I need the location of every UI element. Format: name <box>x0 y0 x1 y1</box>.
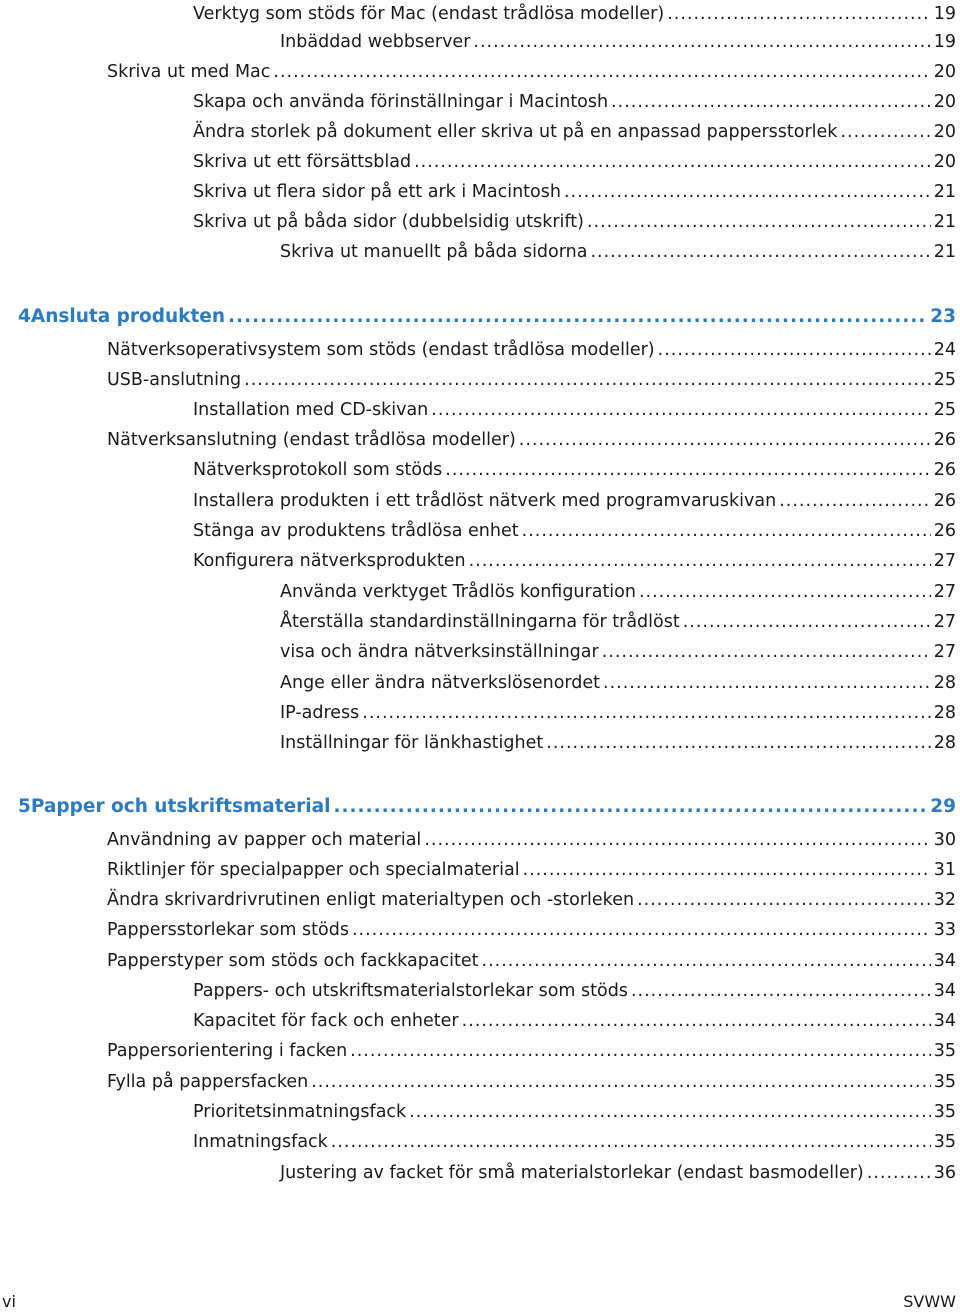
toc-entry <box>107 1037 956 1065</box>
dot-leader <box>587 208 931 236</box>
toc-entry <box>107 947 956 975</box>
dot-leader <box>523 856 931 884</box>
toc-entry <box>193 178 956 206</box>
dot-leader <box>867 1159 931 1187</box>
toc-entry-title: Återställa standardinställningarna för trådlöst <box>280 612 680 632</box>
dot-leader <box>473 28 930 56</box>
toc-page-number: 30 <box>933 830 956 850</box>
toc-page-number: 28 <box>933 703 956 723</box>
toc-entry <box>107 886 956 914</box>
toc-entry-title: Pappersorientering i facken <box>107 1041 348 1061</box>
toc-entry-title: Nätverksanslutning (endast trådlösa modeller) <box>107 430 516 450</box>
toc-entry <box>107 856 956 884</box>
toc-page-number: 28 <box>933 673 956 693</box>
toc-entry-title: Ange eller ändra nätverkslösenordet <box>280 673 601 693</box>
toc-entry-title: Skapa och använda förinställningar i Macintosh <box>193 92 609 112</box>
toc-entry-title: Kapacitet för fack och enheter <box>193 1011 459 1031</box>
chapter-number: 5 <box>18 796 31 817</box>
toc-entry <box>107 366 956 394</box>
toc-page-number: 26 <box>933 460 956 480</box>
toc-entry-title: Skriva ut med Mac <box>107 62 271 82</box>
toc-page-number: 20 <box>933 92 956 112</box>
toc-page-number: 36 <box>933 1163 956 1183</box>
dot-leader <box>352 916 931 944</box>
toc-entry <box>107 826 956 854</box>
dot-leader <box>611 88 931 116</box>
dot-leader <box>424 826 930 854</box>
toc-page-number: 27 <box>933 612 956 632</box>
toc-entry <box>107 336 956 364</box>
toc-entry <box>107 58 956 86</box>
toc-page-number: 25 <box>933 370 956 390</box>
dot-leader <box>522 517 931 545</box>
dot-leader <box>414 148 931 176</box>
dot-leader <box>779 487 931 515</box>
toc-entry-title: Skriva ut ett försättsblad <box>193 152 412 172</box>
toc-entry-title: Papper och utskriftsmaterial <box>30 796 331 817</box>
toc-page-number: 21 <box>933 212 956 232</box>
toc-chapter-heading <box>18 793 956 821</box>
dot-leader <box>639 578 931 606</box>
dot-leader <box>431 396 930 424</box>
toc-page-number: 35 <box>933 1132 956 1152</box>
dot-leader <box>519 426 931 454</box>
dot-leader <box>840 118 930 146</box>
dot-leader <box>482 947 931 975</box>
toc-page-number: 20 <box>933 122 956 142</box>
dot-leader <box>331 1128 931 1156</box>
toc-entry-title: Installera produkten i ett trådlöst nätverk med programvaruskivan <box>193 491 777 511</box>
toc-page-number: 20 <box>933 62 956 82</box>
toc-entry-title: Skriva ut på båda sidor (dubbelsidig utskrift) <box>193 212 584 232</box>
toc-entry <box>193 396 956 424</box>
toc-entry-title: IP-adress <box>280 703 360 723</box>
toc-page-number: 21 <box>933 182 956 202</box>
toc-page-number: 35 <box>933 1102 956 1122</box>
toc-page-number: 29 <box>930 796 956 817</box>
toc-entry-title: Nätverksoperativsystem som stöds (endast trådlösa modeller) <box>107 340 655 360</box>
toc-page-number: 26 <box>933 491 956 511</box>
toc-entry-title: Använda verktyget Trådlös konfiguration <box>280 582 636 602</box>
toc-entry <box>280 699 956 727</box>
dot-leader <box>409 1098 931 1126</box>
toc-page-number: 25 <box>933 400 956 420</box>
toc-entry <box>280 1159 956 1187</box>
toc-page-number: 24 <box>933 340 956 360</box>
dot-leader <box>667 0 931 28</box>
toc-entry-title: Stänga av produktens trådlösa enhet <box>193 521 519 541</box>
toc-entry-title: Skriva ut manuellt på båda sidorna <box>280 242 588 262</box>
toc-page-number: 27 <box>933 551 956 571</box>
dot-leader <box>637 886 931 914</box>
toc-entry-title: Användning av papper och material <box>107 830 422 850</box>
toc-entry <box>280 669 956 697</box>
toc-entry <box>193 1098 956 1126</box>
toc-entry <box>193 88 956 116</box>
chapter-number: 4 <box>18 306 31 327</box>
toc-page-number: 23 <box>930 306 956 327</box>
toc-entry <box>193 1007 956 1035</box>
toc-entry-title: Installation med CD-skivan <box>193 400 429 420</box>
toc-entry <box>280 28 956 56</box>
toc-entry-title: USB-anslutning <box>107 370 242 390</box>
toc-entry <box>193 487 956 515</box>
toc-entry <box>280 638 956 666</box>
toc-entry-title: Ändra skrivardrivrutinen enligt materialtypen och -storleken <box>107 890 635 910</box>
toc-page-number: 19 <box>933 4 956 24</box>
toc-page-number: 21 <box>933 242 956 262</box>
dot-leader <box>469 547 931 575</box>
toc-entry <box>193 118 956 146</box>
toc-entry-title: Papperstyper som stöds och fackkapacitet <box>107 951 479 971</box>
dot-leader <box>658 336 931 364</box>
toc-page-number: 26 <box>933 430 956 450</box>
toc-page-number: 27 <box>933 582 956 602</box>
footer-product-code: SVWW <box>903 1292 956 1311</box>
toc-entry <box>280 729 956 757</box>
toc-entry <box>107 1068 956 1096</box>
toc-entry-title: Ansluta produkten <box>30 306 226 327</box>
toc-entry <box>193 148 956 176</box>
toc-entry-title: Skriva ut flera sidor på ett ark i Macintosh <box>193 182 561 202</box>
page-folio: vi <box>2 1292 16 1311</box>
toc-entry-title: Prioritetsinmatningsfack <box>193 1102 407 1122</box>
toc-page-number: 28 <box>933 733 956 753</box>
dot-leader <box>333 793 927 821</box>
dot-leader <box>311 1068 930 1096</box>
dot-leader <box>244 366 931 394</box>
toc-page-number: 20 <box>933 152 956 172</box>
toc-entry <box>193 1128 956 1156</box>
toc-page-number: 32 <box>933 890 956 910</box>
dot-leader <box>462 1007 931 1035</box>
toc-entry-title: Riktlinjer för specialpapper och specialmaterial <box>107 860 520 880</box>
toc-entry <box>193 0 956 28</box>
toc-page-number: 35 <box>933 1041 956 1061</box>
toc-page-number: 31 <box>933 860 956 880</box>
dot-leader <box>603 669 931 697</box>
toc-entry-title: Ändra storlek på dokument eller skriva ut på en anpassad pappersstorlek <box>193 122 838 142</box>
toc-entry-title: Fylla på pappersfacken <box>107 1072 309 1092</box>
toc-entry <box>193 977 956 1005</box>
toc-entry <box>280 608 956 636</box>
toc-page-number: 34 <box>933 951 956 971</box>
toc-chapter-heading <box>18 303 956 331</box>
toc-page-number: 33 <box>933 920 956 940</box>
dot-leader <box>564 178 931 206</box>
dot-leader <box>350 1037 931 1065</box>
dot-leader <box>683 608 931 636</box>
dot-leader <box>445 456 930 484</box>
toc-entry <box>193 456 956 484</box>
toc-entry <box>280 578 956 606</box>
toc-entry-title: visa och ändra nätverksinställningar <box>280 642 599 662</box>
dot-leader <box>631 977 931 1005</box>
toc-entry-title: Inmatningsfack <box>193 1132 328 1152</box>
toc-entry-title: Pappers- och utskriftsmaterialstorlekar som stöds <box>193 981 628 1001</box>
toc-page-number: 34 <box>933 1011 956 1031</box>
toc-entry-title: Konfigurera nätverksprodukten <box>193 551 466 571</box>
dot-leader <box>546 729 930 757</box>
toc-entry-title: Justering av facket för små materialstorlekar (endast basmodeller) <box>280 1163 864 1183</box>
toc-page-number: 34 <box>933 981 956 1001</box>
toc-entry <box>193 547 956 575</box>
dot-leader <box>273 58 930 86</box>
toc-entry-title: Inställningar för länkhastighet <box>280 733 544 753</box>
toc-page-number: 27 <box>933 642 956 662</box>
toc-page-number: 26 <box>933 521 956 541</box>
toc-entry-title: Pappersstorlekar som stöds <box>107 920 349 940</box>
toc-page-number: 19 <box>933 32 956 52</box>
toc-entry <box>107 916 956 944</box>
toc-page-number: 35 <box>933 1072 956 1092</box>
toc-entry <box>107 426 956 454</box>
toc-entry-title: Verktyg som stöds för Mac (endast trådlösa modeller) <box>193 4 665 24</box>
dot-leader <box>362 699 930 727</box>
toc-entry <box>280 238 956 266</box>
dot-leader <box>228 303 927 331</box>
toc-entry <box>193 517 956 545</box>
toc-entry <box>193 208 956 236</box>
dot-leader <box>590 238 930 266</box>
toc-entry-title: Nätverksprotokoll som stöds <box>193 460 443 480</box>
dot-leader <box>602 638 931 666</box>
toc-entry-title: Inbäddad webbserver <box>280 32 471 52</box>
